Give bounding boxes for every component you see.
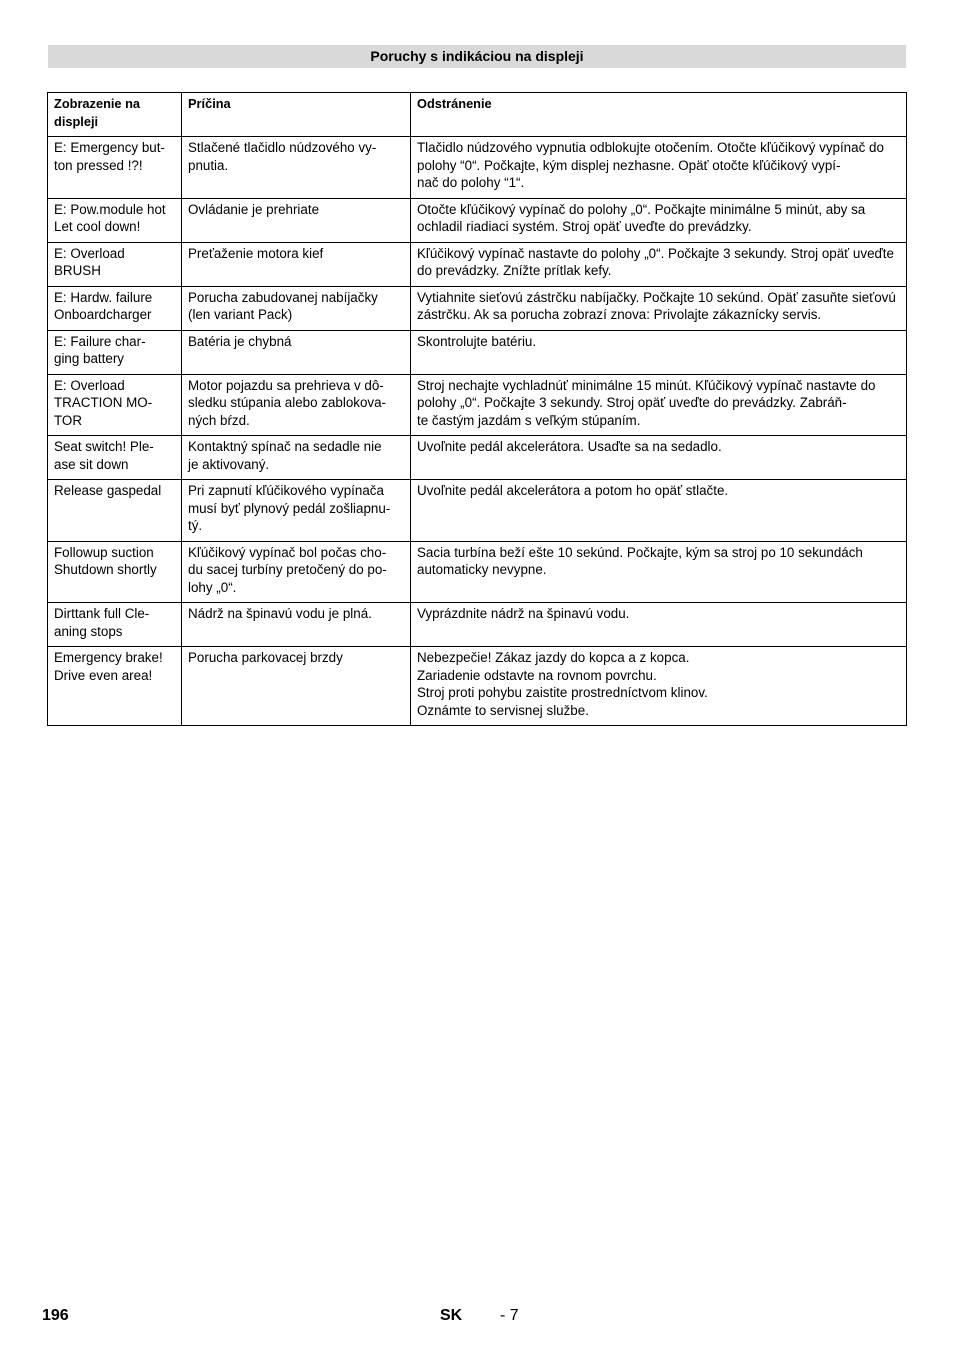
table-row bbox=[48, 137, 907, 199]
display-message: Followup suction Shutdown shortly bbox=[48, 541, 182, 603]
header-display: Zobrazenie na displeji bbox=[48, 93, 182, 137]
remedy: Sacia turbína beží ešte 10 sekúnd. Počkajte, kým sa stroj po 10 sekundách automaticky nevypne. bbox=[411, 541, 907, 603]
header-remedy: Odstránenie bbox=[411, 93, 907, 137]
remedy: Vyprázdnite nádrž na špinavú vodu. bbox=[411, 603, 907, 647]
display-message: Release gaspedal bbox=[48, 480, 182, 542]
table-row bbox=[48, 480, 907, 542]
cause: Ovládanie je prehriate bbox=[182, 198, 411, 242]
fault-table bbox=[47, 92, 907, 726]
display-message: Seat switch! Ple- ase sit down bbox=[48, 436, 182, 480]
language-code: SK bbox=[440, 1307, 463, 1324]
table-row bbox=[48, 374, 907, 436]
display-message: E: Overload TRACTION MO- TOR bbox=[48, 374, 182, 436]
display-message: E: Failure char- ging battery bbox=[48, 330, 182, 374]
table-row bbox=[48, 603, 907, 647]
table-row bbox=[48, 541, 907, 603]
cause: Porucha parkovacej brzdy bbox=[182, 647, 411, 726]
cause: Stlačené tlačidlo núdzového vy- pnutia. bbox=[182, 137, 411, 199]
remedy: Uvoľnite pedál akcelerátora a potom ho opäť stlačte. bbox=[411, 480, 907, 542]
cause: Nádrž na špinavú vodu je plná. bbox=[182, 603, 411, 647]
table-row bbox=[48, 436, 907, 480]
cause: Batéria je chybná bbox=[182, 330, 411, 374]
section-page-number: - 7 bbox=[500, 1307, 519, 1324]
table-row bbox=[48, 330, 907, 374]
display-message: E: Overload BRUSH bbox=[48, 242, 182, 286]
remedy: Nebezpečie! Zákaz jazdy do kopca a z kopca. Zariadenie odstavte na rovnom povrchu. Stroj proti pohybu zaistite prostredníctvom klinov. Oznámte to servisnej službe. bbox=[411, 647, 907, 726]
cause: Preťaženie motora kief bbox=[182, 242, 411, 286]
table-header-row bbox=[48, 93, 907, 137]
display-message: Emergency brake! Drive even area! bbox=[48, 647, 182, 726]
table-row bbox=[48, 198, 907, 242]
display-message: E: Hardw. failure Onboardcharger bbox=[48, 286, 182, 330]
remedy: Skontrolujte batériu. bbox=[411, 330, 907, 374]
remedy: Stroj nechajte vychladnúť minimálne 15 minút. Kľúčikový vypínač nastavte do polohy „0“. Počkajte 3 sekundy. Stroj opäť uveďte do prevádzky. Zabráň- te častým jazdám s veľkým stúpaním. bbox=[411, 374, 907, 436]
display-message: E: Emergency but- ton pressed !?! bbox=[48, 137, 182, 199]
page-number: 196 bbox=[42, 1307, 69, 1324]
cause: Pri zapnutí kľúčikového vypínača musí byť plynový pedál zošliapnu- tý. bbox=[182, 480, 411, 542]
remedy: Vytiahnite sieťovú zástrčku nabíjačky. Počkajte 10 sekúnd. Opäť zasuňte sieťovú zástrčku. Ak sa porucha zobrazí znova: Privolajte zákaznícky servis. bbox=[411, 286, 907, 330]
section-title: Poruchy s indikáciou na displeji bbox=[48, 45, 906, 68]
header-cause: Príčina bbox=[182, 93, 411, 137]
table-row bbox=[48, 286, 907, 330]
display-message: E: Pow.module hot Let cool down! bbox=[48, 198, 182, 242]
remedy: Uvoľnite pedál akcelerátora. Usaďte sa na sedadlo. bbox=[411, 436, 907, 480]
table-row bbox=[48, 647, 907, 726]
cause: Kľúčikový vypínač bol počas cho- du sacej turbíny pretočený do po- lohy „0“. bbox=[182, 541, 411, 603]
remedy: Tlačidlo núdzového vypnutia odblokujte otočením. Otočte kľúčikový vypínač do polohy “0“. Počkajte, kým displej nezhasne. Opäť otočte kľúčikový vypí- nač do polohy “1“. bbox=[411, 137, 907, 199]
cause: Porucha zabudovanej nabíjačky (len variant Pack) bbox=[182, 286, 411, 330]
remedy: Kľúčikový vypínač nastavte do polohy „0“. Počkajte 3 sekundy. Stroj opäť uveďte do prevádzky. Znížte prítlak kefy. bbox=[411, 242, 907, 286]
cause: Motor pojazdu sa prehrieva v dô- sledku stúpania alebo zablokova- ných bŕzd. bbox=[182, 374, 411, 436]
table-row bbox=[48, 242, 907, 286]
remedy: Otočte kľúčikový vypínač do polohy „0“. Počkajte minimálne 5 minút, aby sa ochladil riadiaci systém. Stroj opäť uveďte do prevádzky. bbox=[411, 198, 907, 242]
display-message: Dirttank full Cle- aning stops bbox=[48, 603, 182, 647]
cause: Kontaktný spínač na sedadle nie je aktivovaný. bbox=[182, 436, 411, 480]
